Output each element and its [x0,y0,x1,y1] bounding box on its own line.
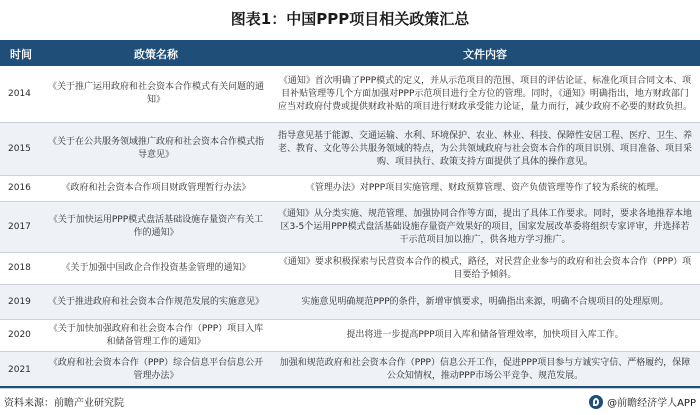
brand [589,394,700,409]
policy-table [0,40,700,389]
table-row [0,123,700,176]
row-content: 《管理办法》对PPP项目实施管理、财政预算管理、资产负债管理等作了较为系统的梳理。 [305,183,665,193]
row-year: 2017 [8,221,31,232]
row-name: 《政府和社会资本合作（PPP）综合信息平台信息公开管理办法》 [48,358,264,381]
row-year: 2018 [8,263,31,273]
table-header [0,42,700,66]
table-row [0,352,700,389]
row-year: 2014 [8,88,31,99]
header-year: 时间 [10,48,32,61]
row-name: 《关于推广运用政府和社会资本合作模式有关问题的通知》 [48,82,265,105]
row-content: 实施意见明确规范PPP的条件，新增审慎要求，明确指出来源，明确不合规项目的处理原则。 [301,296,669,307]
source-note: 资料来源：前瞻产业研究院 [4,398,124,409]
figure-title: 图表1：中国PPP项目相关政策汇总 [230,10,470,28]
table-row [0,320,700,352]
table-row [0,66,700,123]
row-name: 《关于加快运用PPP模式盘活基础设施存量资产有关工作的通知》 [48,215,264,238]
row-year: 2021 [8,364,31,375]
row-year: 2016 [8,183,31,193]
row-name: 《关于在公共服务领域推广政府和社会资本合作模式指导意见》 [48,137,265,160]
row-content: 提出将进一步提高PPP项目入库和储备管理效率，加快项目入库工作。 [346,330,624,340]
row-name: 《政府和社会资本合作项目财政管理暂行办法》 [61,183,251,193]
row-name: 《关于加强中国政企合作投资基金管理的通知》 [61,263,251,273]
row-content: 加强和规范政府和社会资本合作（PPP）信息公开工作，促进PPP项目参与方诚实守信、严格履约，保障公众知情权，推动PPP市场公平竞争、规范发展。 [279,358,691,381]
row-content: 《通知》要求积极探索与民营资本合作的模式，路径，对民营企业参与的政府和社会资本合作（PPP）项目要给予倾斜。 [278,256,692,280]
table-row [0,253,700,285]
header-name: 政策名称 [134,48,178,61]
row-name: 《关于推进政府和社会资本合作规范发展的实施意见》 [48,296,265,307]
table-row [0,176,700,202]
row-content: 指导意见基于能源、交通运输、水利、环境保护、农业、林业、科技、保障性安居工程、医疗、卫生、养老、教育、文化等公共服务领域的特点，为公共领域政府与社会资本合作的项目识别、项目准备、项目采购、项目执行、政策支持方面提供了具体的操作意见。 [278,130,693,167]
header-content: 文件内容 [463,48,507,61]
table-row [0,202,700,253]
row-year: 2019 [8,296,31,307]
row-content: 《通知》从分类实施、规范管理、加强协同合作等方面，提出了具体工作要求。同时，要求各地推荐本地区3-5个运用PPP模式盘活基础设施存量资产效果好的项目，国家发展改革委将组织专家评审，并选择若干示范项目加以推广，供各地方学习推广。 [278,208,693,245]
brand-label: @前瞻经济学人APP [607,398,696,409]
row-year: 2015 [8,143,31,154]
row-name: 《关于加快加强政府和社会资本合作（PPP）项目入库和储备管理工作的通知》 [48,323,264,347]
table-row [0,285,700,320]
qianzhan-logo-icon [589,395,603,409]
row-content: 《通知》首次明确了PPP模式的定义，并从示范项目的范围、项目的评估论证、标准化项目合同文本、项目补贴管理等几个方面加强对PPP示范项目进行全方位的管理。同时，《通知》明确指出，地方财政部门应当对政府付费或提供财政补贴的项目进行财政承受能力论证，量力而行，减少政府不必要的财政负担。 [278,75,693,112]
row-year: 2020 [8,330,31,340]
footer [0,386,700,415]
